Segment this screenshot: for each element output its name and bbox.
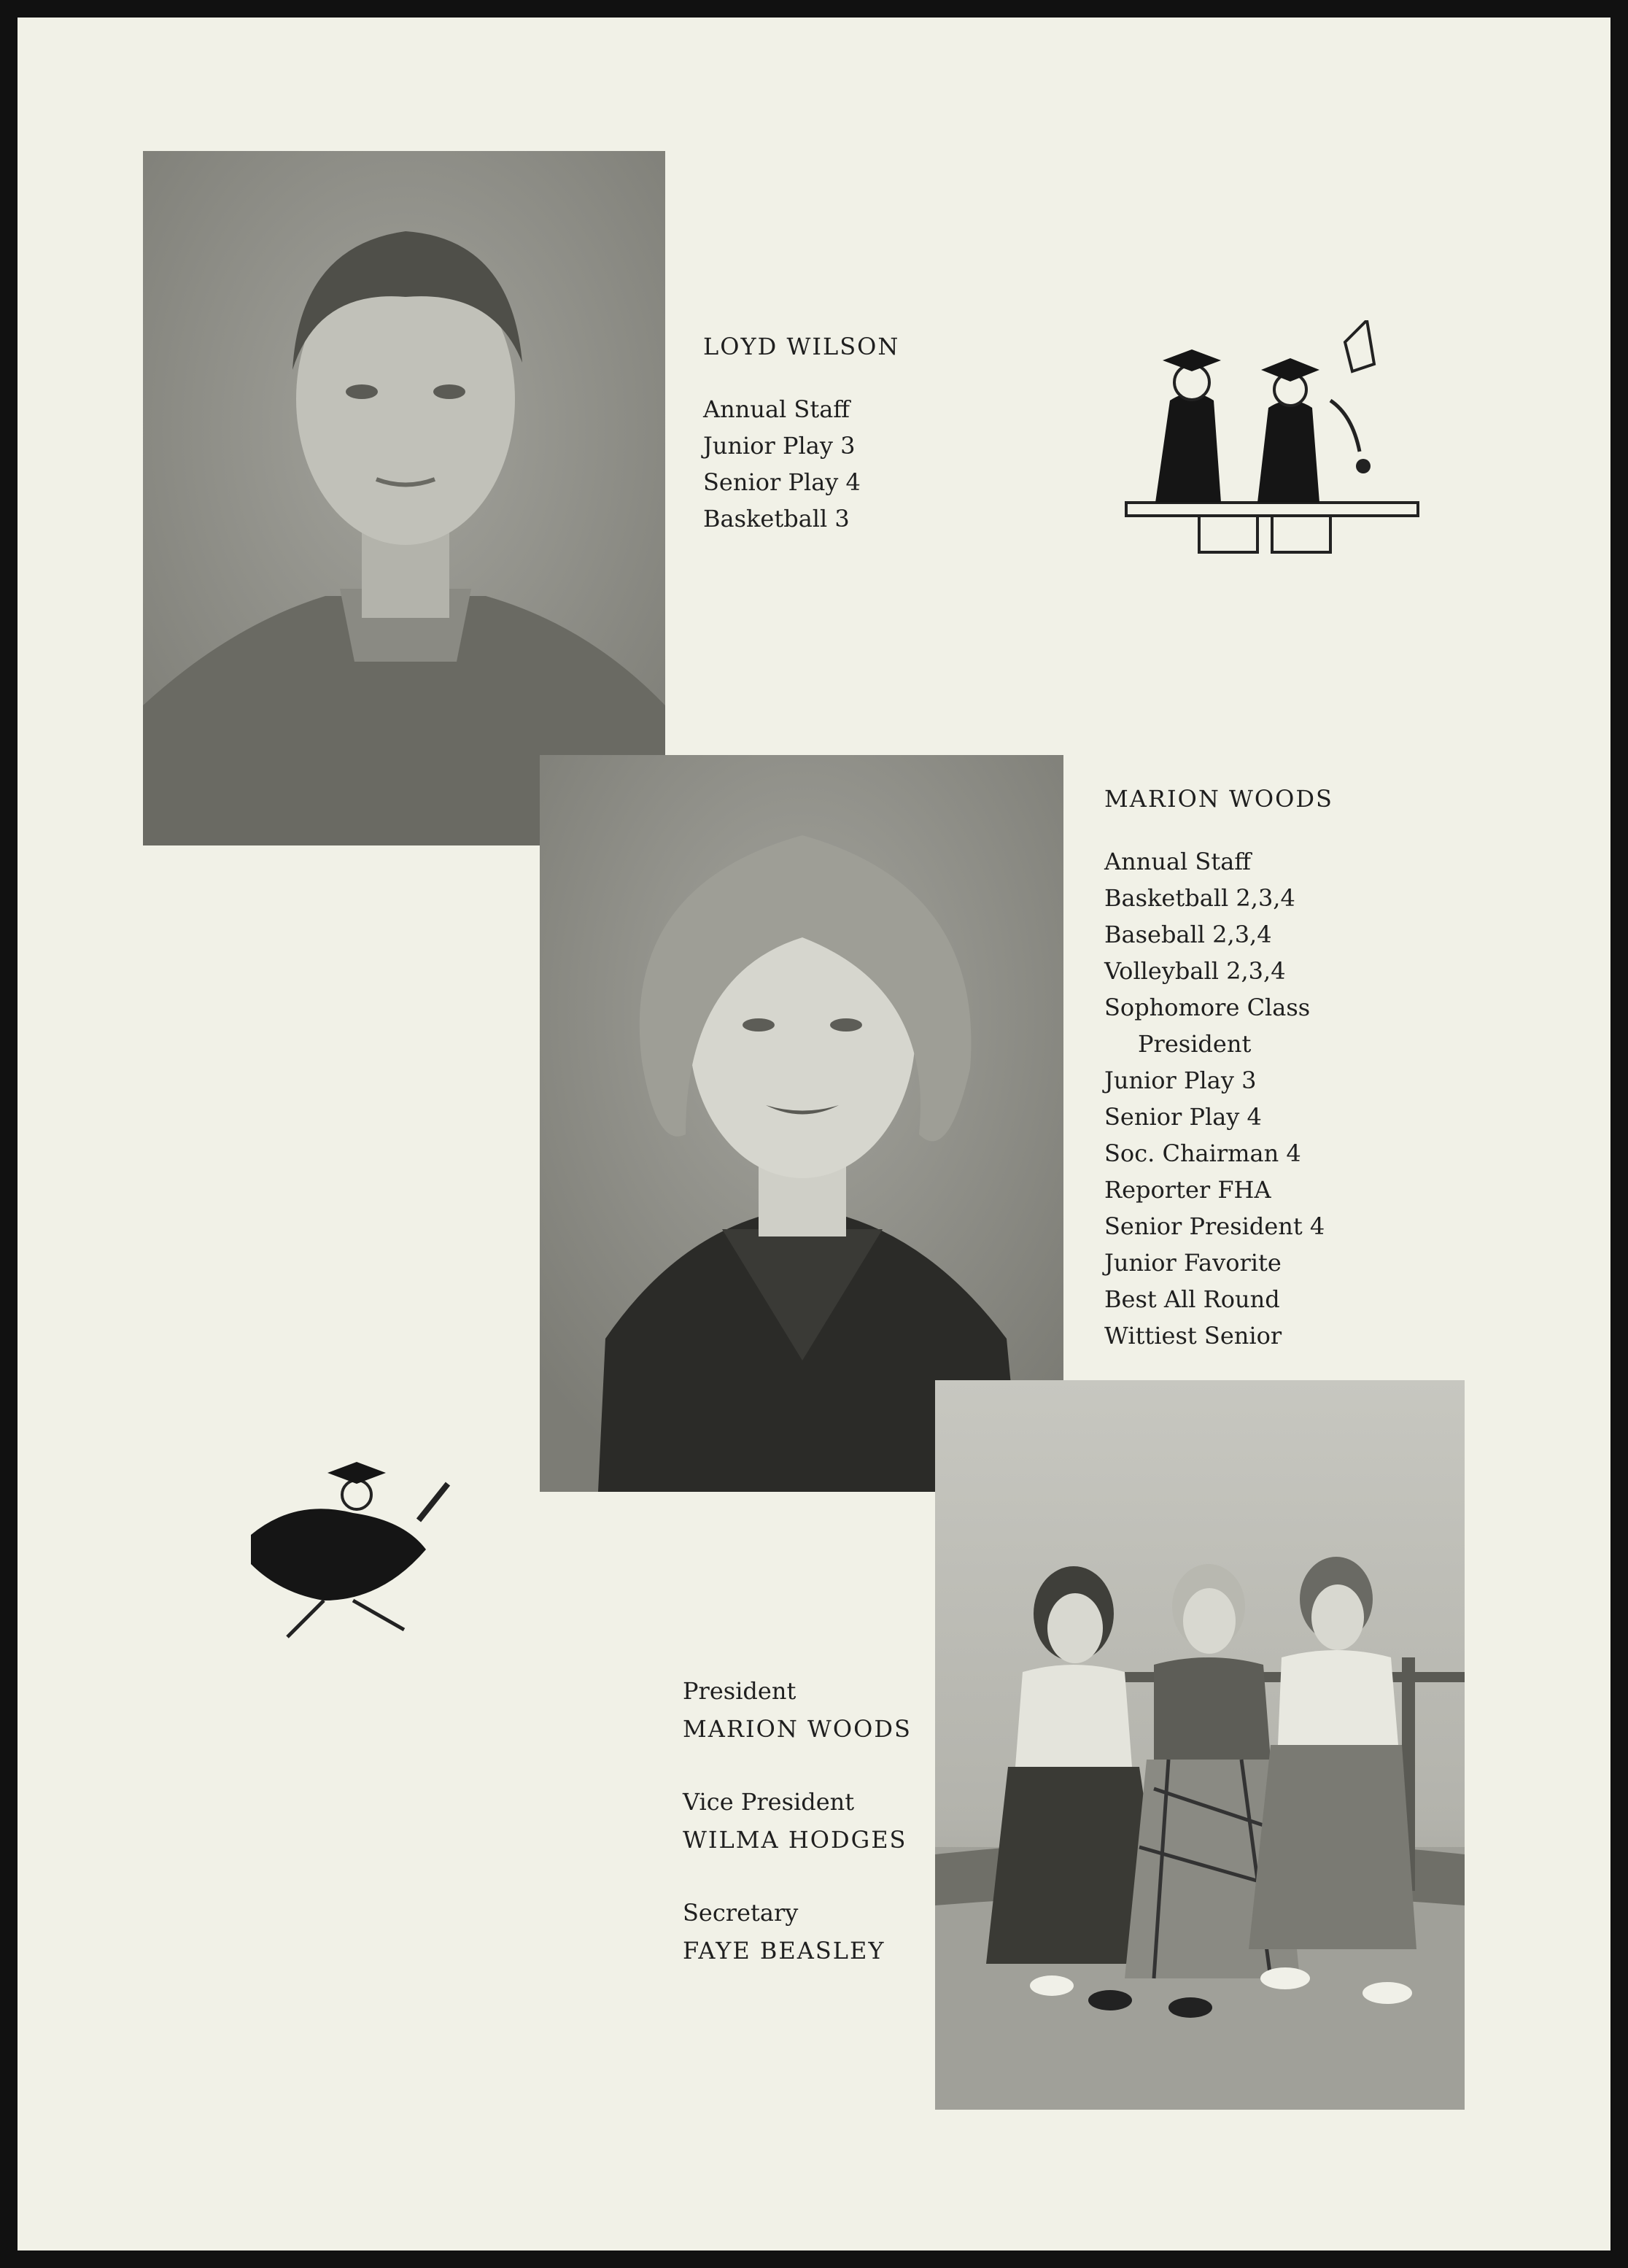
activity-item: Senior Play 4	[703, 468, 861, 496]
class-officers	[683, 1672, 912, 2005]
activity-item: Junior Play 3	[1104, 1067, 1257, 1094]
graduates-couple-illustration	[1112, 320, 1433, 568]
activity-item: Wittiest Senior	[1104, 1322, 1282, 1350]
activity-item: Senior President 4	[1104, 1212, 1325, 1240]
activity-item: Annual Staff	[703, 395, 850, 423]
activity-item: Soc. Chairman 4	[1104, 1139, 1301, 1167]
student-info-marion-woods	[1104, 785, 1333, 1354]
student-info-loyd-wilson	[703, 333, 899, 537]
activity-item: President	[1138, 1030, 1252, 1058]
yearbook-page	[18, 18, 1610, 2250]
activity-item: Junior Play 3	[703, 432, 856, 460]
class-officers-group-photo	[935, 1380, 1465, 2110]
activity-item: Annual Staff	[1104, 848, 1252, 875]
portrait-loyd-wilson	[143, 151, 665, 845]
activity-item: Basketball 2,3,4	[1104, 884, 1295, 912]
officer-title: Vice President	[683, 1788, 855, 1816]
activity-item: Sophomore Class	[1104, 994, 1311, 1021]
officer-title: President	[683, 1677, 796, 1705]
officer-name: WILMA HODGES	[683, 1826, 907, 1854]
activity-item: Senior Play 4	[1104, 1103, 1262, 1131]
officer-title: Secretary	[683, 1899, 799, 1927]
activity-item: Basketball 3	[703, 505, 850, 533]
student-name: MARION WOODS	[1104, 785, 1333, 813]
student-name: LOYD WILSON	[703, 333, 900, 360]
officer-name: FAYE BEASLEY	[683, 1937, 885, 1965]
running-graduate-illustration	[236, 1455, 470, 1659]
activity-item: Baseball 2,3,4	[1104, 921, 1272, 948]
activity-item: Volleyball 2,3,4	[1104, 957, 1286, 985]
activity-item: Best All Round	[1104, 1285, 1280, 1313]
officer-name: MARION WOODS	[683, 1715, 912, 1743]
activity-item: Junior Favorite	[1104, 1249, 1282, 1277]
activity-item: Reporter FHA	[1104, 1176, 1271, 1204]
